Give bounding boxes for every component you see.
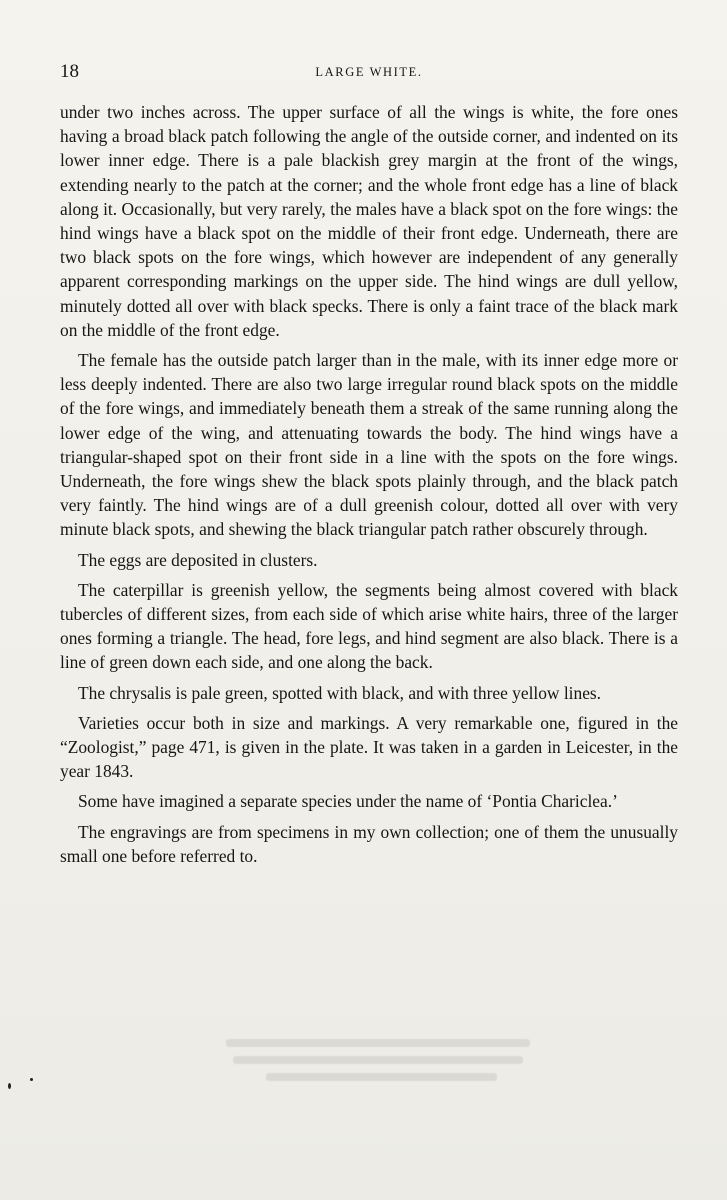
page-speck	[30, 1078, 33, 1081]
paragraph-eggs: The eggs are deposited in clusters.	[78, 549, 318, 570]
show-through-bleed	[200, 1030, 530, 1110]
paragraph-engravings: The engravings are from specimens in my own collection; one of them the unusually small one before referred to.	[60, 821, 678, 866]
page-number: 18	[60, 61, 79, 82]
paragraph-chrysalis: The chrysalis is pale green, spotted with black, and with three yellow lines.	[78, 682, 602, 703]
paragraph-female: The female has the outside patch larger than in the male, with its inner edge more or less deeply indented. There are also two large irregular round black spots on the middle of the fore wings, and immediately beneath them a streak of the same running along the lower edge of the wing, and attenuating towards the body. The hind wings have a triangular-shaped spot on their front side in a line with the spots on the fore wings. Underneath, the fore wings shew the black spots plainly through, and the black patch very faintly. The hind wings are of a dull greenish colour, dotted all over with very minute black spots, and shewing the black triangular patch rather obscurely through.	[60, 350, 678, 540]
body-text	[60, 100, 678, 874]
paragraph-caterpillar: The caterpillar is greenish yellow, the segments being almost covered with black tubercles of different sizes, from each side of which arise white hairs, three of the larger ones forming a triangle. The head, fore legs, and hind segment are also black. There is a line of green down each side, and one along the back.	[60, 579, 678, 673]
page-speck	[8, 1083, 11, 1089]
paragraph-species-name: Some have imagined a separate species under the name of ‘Pontia Chariclea.’	[78, 791, 618, 812]
page-header	[60, 60, 678, 84]
running-head: LARGE WHITE.	[315, 65, 423, 79]
paragraph-varieties: Varieties occur both in size and markings. A very remarkable one, figured in the “Zoologist,” page 471, is given in the plate. It was taken in a garden in Leicester, in the year 1843.	[60, 712, 678, 782]
paragraph-description-continued: under two inches across. The upper surface of all the wings is white, the fore ones having a broad black patch following the angle of the outside corner, and indented on its lower inner edge. There is a pale blackish grey margin at the front of the wings, extending nearly to the patch at the corner; and the whole front edge has a line of black along it. Occasionally, but very rarely, the males have a black spot on the fore wings: the hind wings have a black spot on the middle of their front edge. Underneath, there are two black spots on the fore wings, which however are independent of any generally apparent corresponding markings on the upper side. The hind wings are dull yellow, minutely dotted all over with black specks. There is only a faint trace of the black mark on the middle of the front edge.	[60, 102, 678, 340]
